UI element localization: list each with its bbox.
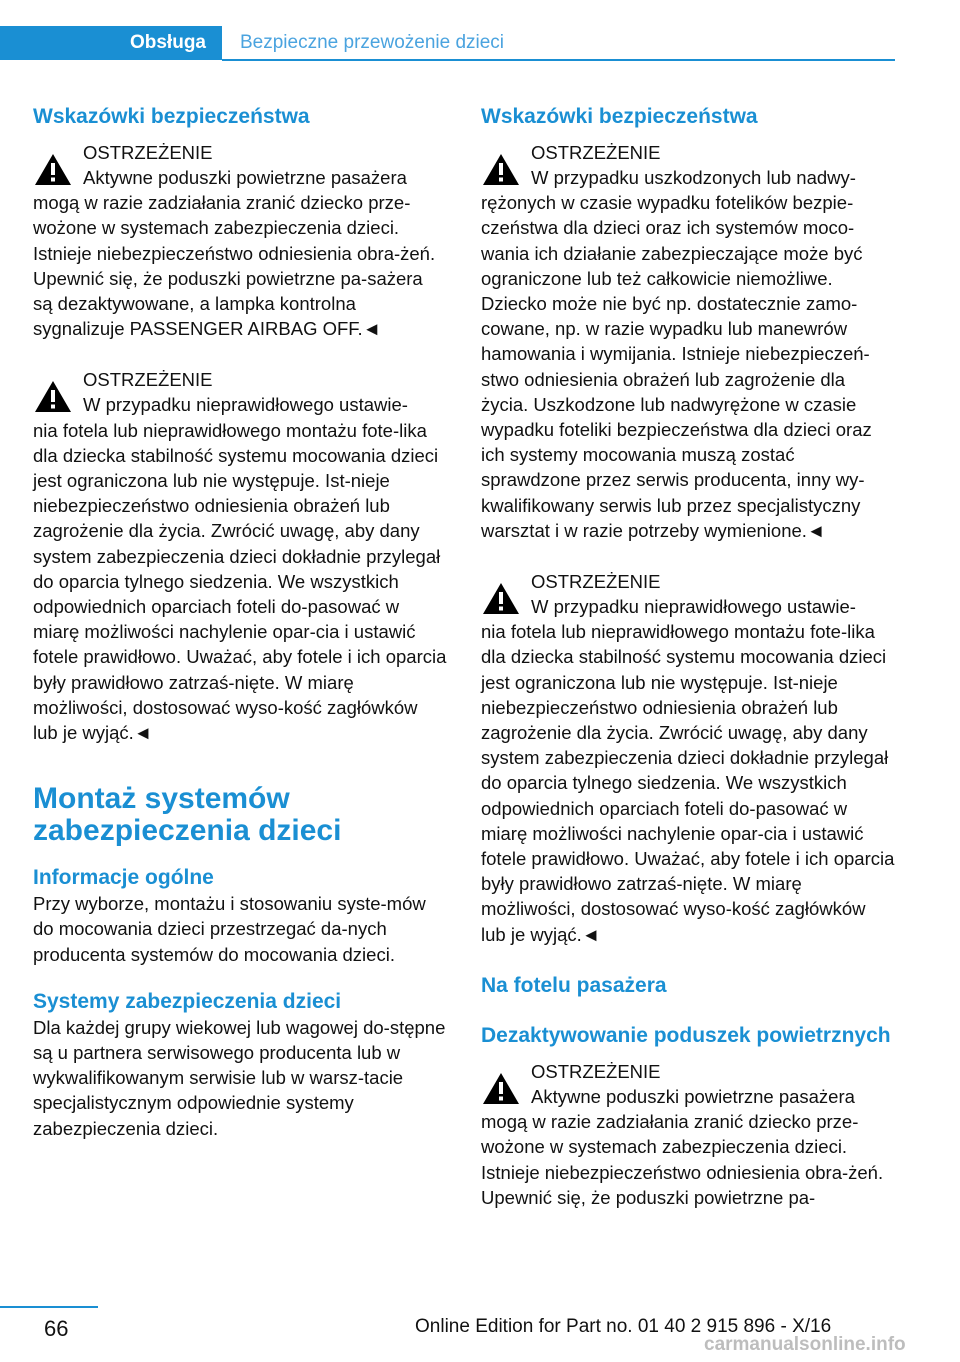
warning-first-line: W przypadku uszkodzonych lub nadwy-	[531, 167, 856, 188]
subsection-tab[interactable]: Bezpieczne przewożenie dzieci	[240, 32, 505, 53]
header-rule	[222, 59, 895, 61]
page-number: 66	[44, 1316, 69, 1341]
warning-block	[481, 140, 895, 543]
warning-text: rężonych w czasie wypadku fotelików bezpie-czeństwa dla dzieci oraz ich systemów moco-wania ich działanie zabezpieczające może być ograniczone lub też całkowicie niemożliwe. Dziecko może nie być np. dostatecznie zamo-cowane, np. w razie wypadku lub manewrów hamowania i wymijania. Istnieje niebezpieczeń-stwo odniesienia obrażeń lub zagrożenie dla życia. Uszkodzone lub nadwyrężone w czasie wypadku foteliki bezpieczeństwa dla dzieci oraz ich systemy mocowania muszą zostać sprawdzone przez serwis producenta, inny wy-kwalifikowany serwis lub przez specjalistyczny warsztat i w razie potrzeby wymienione.◄	[481, 192, 872, 541]
warning-text: mogą w razie zadziałania zranić dziecko prze-wożone w systemach zabezpieczenia dzieci. Istnieje niebezpieczeństwo odniesienia obra-żeń. Upewnić się, że poduszki powietrzne pa-sażera są dezaktywowane, a lampka kontrolna sygnalizuje PASSENGER AIRBAG OFF.◄	[33, 192, 436, 340]
warning-block	[481, 569, 895, 947]
right-column	[481, 104, 895, 1236]
warning-first-line: W przypadku nieprawidłowego ustawie-	[83, 394, 408, 416]
main-heading: Montaż systemów zabezpieczenia dzieci	[33, 782, 342, 848]
page-header	[0, 26, 895, 62]
child-systems-text: Dla każdej grupy wiekowej lub wagowej do-stępne są u partnera serwisowego producenta lub w wykwalifikowanym serwisie lub w warsz-tacie specjalistycznym odpowiednie systemy zabezpieczenia dzieci.	[33, 1016, 446, 1139]
section-tab[interactable]: Obsługa	[0, 26, 222, 60]
warning-title: OSTRZEŻENIE	[531, 571, 661, 593]
general-info-text: Przy wyborze, montażu i stosowaniu syste-mów do mocowania dzieci przestrzegać da-nych producenta systemów do mocowania dzieci.	[33, 893, 426, 965]
warning-text: nia fotela lub nieprawidłowego montażu fote-lika dla dziecka stabilność systemu mocowania dzieci jest ograniczona lub nie występuje. Ist-nieje niebezpieczeństwo odniesienia obrażeń lub zagrożenie dla życia. Zwrócić uwagę, aby dany system zabezpieczenia dzieci dokładnie przylegał do oparcia tylnego siedzenia. We wszystkich odpowiednich oparciach foteli do-pasować w miarę możliwości nachylenie opar-cia i ustawić fotele prawidłowo. Uważać, aby fotele i ich oparcia były prawidłowo zatrzaś-nięte. W miarę możliwości, dostosować wyso-kość zagłówków lub je wyjąć.◄	[481, 621, 895, 945]
footer-rule	[0, 1306, 98, 1308]
warning-text: nia fotela lub nieprawidłowego montażu fote-lika dla dziecka stabilność systemu mocowania dzieci jest ograniczona lub nie występuje. Ist-nieje niebezpieczeństwo odniesienia obrażeń lub zagrożenie dla życia. Zwrócić uwagę, aby dany system zabezpieczenia dzieci dokładnie przylegał do oparcia tylnego siedzenia. We wszystkich odpowiednich oparciach foteli do-pasować w miarę możliwości nachylenie opar-cia i ustawić fotele prawidłowo. Uważać, aby fotele i ich oparcia były prawidłowo zatrzaś-nięte. W miarę możliwości, dostosować wyso-kość zagłówków lub je wyjąć.◄	[33, 419, 447, 744]
safety-heading-right: Wskazówki bezpieczeństwa	[481, 105, 758, 128]
warning-triangle-icon	[481, 1071, 521, 1106]
general-info-heading: Informacje ogólne	[33, 866, 214, 890]
warning-first-line: W przypadku nieprawidłowego ustawie-	[531, 596, 856, 618]
warning-first-line: Aktywne poduszki powietrzne pasażera	[83, 167, 407, 188]
warning-block	[481, 1059, 895, 1210]
warning-triangle-icon	[33, 379, 73, 414]
safety-heading-left: Wskazówki bezpieczeństwa	[33, 105, 310, 128]
passenger-seat-heading: Na fotelu pasażera	[481, 973, 667, 997]
warning-block	[33, 367, 447, 745]
edition-note: Online Edition for Part no. 01 40 2 915 896 - X/16	[415, 1316, 832, 1337]
watermark: carmanualsonline.info	[704, 1334, 906, 1355]
warning-text: mogą w razie zadziałania zranić dziecko prze-wożone w systemach zabezpieczenia dzieci. Istnieje niebezpieczeństwo odniesienia obra-żeń. Upewnić się, że poduszki powietrzne pa-	[481, 1111, 884, 1208]
warning-title: OSTRZEŻENIE	[83, 142, 213, 163]
warning-block	[33, 140, 447, 341]
warning-triangle-icon	[481, 152, 521, 187]
warning-title: OSTRZEŻENIE	[531, 142, 661, 163]
warning-first-line: Aktywne poduszki powietrzne pasażera	[531, 1085, 855, 1107]
warning-triangle-icon	[481, 581, 521, 616]
child-systems-heading: Systemy zabezpieczenia dzieci	[33, 989, 342, 1013]
warning-title: OSTRZEŻENIE	[83, 369, 213, 391]
deactivate-airbags-heading: Dezaktywowanie poduszek powietrznych	[481, 1023, 891, 1047]
warning-title: OSTRZEŻENIE	[531, 1060, 661, 1082]
left-column	[33, 104, 447, 1141]
warning-triangle-icon	[33, 152, 73, 187]
